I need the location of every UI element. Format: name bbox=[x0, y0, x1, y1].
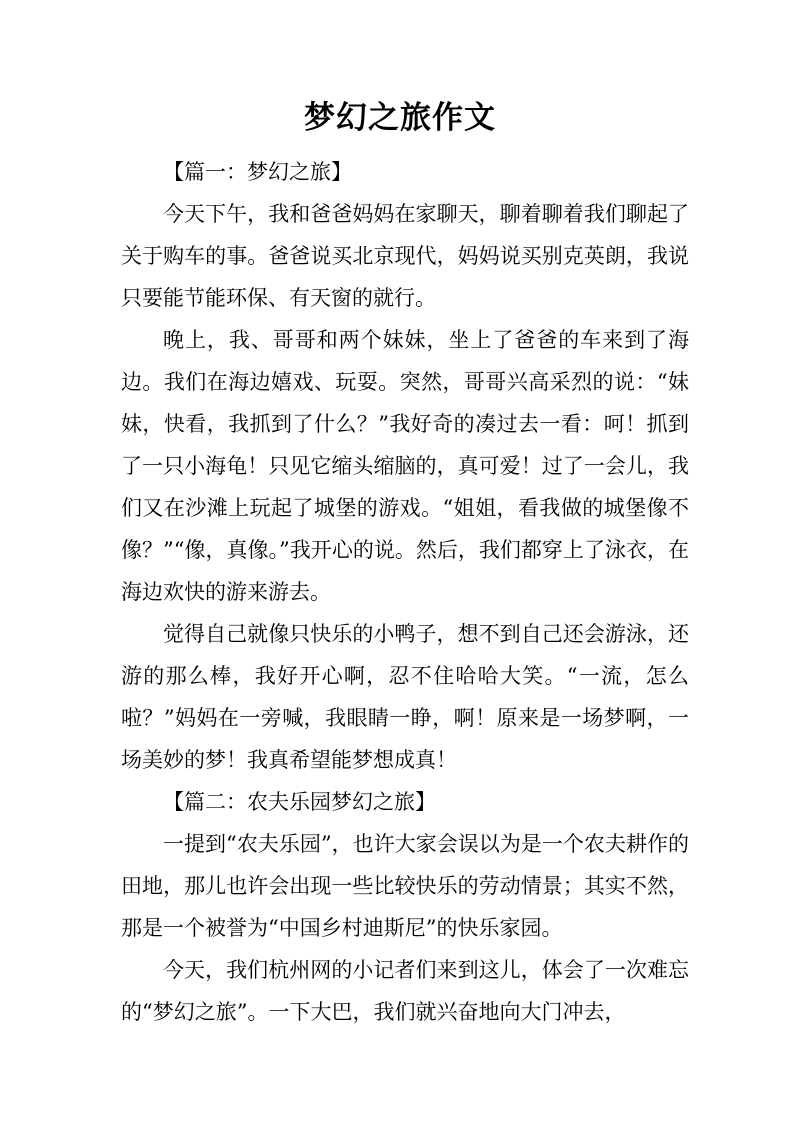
document-title: 梦幻之旅作文 bbox=[304, 100, 496, 136]
paragraph-1: 今天下午，我和爸爸妈妈在家聊天，聊着聊着我们聊起了关于购车的事。爸爸说买北京现代，妈妈说买别克英朗，我说只要能节能环保、有天窗的就行。 bbox=[121, 202, 689, 310]
section-heading-2: 【篇二：农夫乐园梦幻之旅】 bbox=[163, 790, 436, 814]
paragraph-3: 觉得自己就像只快乐的小鸭子，想不到自己还会游泳，还游的那么棒，我好开心啊，忍不住哈哈大笑。“一流，怎么啦？”妈妈在一旁喊，我眼睛一睁，啊！原来是一场梦啊，一场美妙的梦！我真希望能梦想成真！ bbox=[121, 622, 689, 772]
document-body bbox=[121, 151, 689, 1033]
paragraph-5: 今天，我们杭州网的小记者们来到这儿，体会了一次难忘的“梦幻之旅”。一下大巴，我们就兴奋地向大门冲去， bbox=[121, 958, 689, 1024]
section-heading-1: 【篇一：梦幻之旅】 bbox=[163, 160, 352, 184]
paragraph-4: 一提到“农夫乐园”，也许大家会误以为是一个农夫耕作的田地，那儿也许会出现一些比较快乐的劳动情景；其实不然，那是一个被誉为“中国乡村迪斯尼”的快乐家园。 bbox=[121, 832, 689, 940]
paragraph-2: 晚上，我、哥哥和两个妹妹，坐上了爸爸的车来到了海边。我们在海边嬉戏、玩耍。突然，哥哥兴高采烈的说：“妹妹，快看，我抓到了什么？”我好奇的凑过去一看：呵！抓到了一只小海龟！只见它缩头缩脑的，真可爱！过了一会儿，我们又在沙滩上玩起了城堡的游戏。“姐姐，看我做的城堡像不像？”“像，真像。”我开心的说。然后，我们都穿上了泳衣，在海边欢快的游来游去。 bbox=[121, 328, 689, 604]
